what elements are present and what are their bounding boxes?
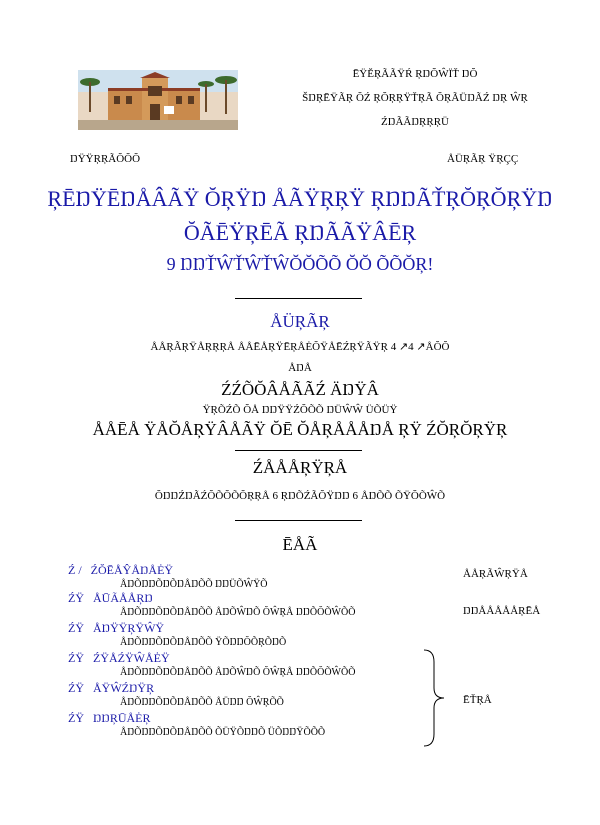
member-number: ŹŸ bbox=[68, 681, 84, 695]
thesis-title-line2: ŎÃĒŸŖĒÃ ŖŊÃÃŸÂĒŖ bbox=[183, 220, 417, 245]
member-number: ŹŸ bbox=[68, 621, 84, 635]
jury-member bbox=[68, 621, 428, 648]
institution-line: ĒŸĔŖÃÃŸŔ ŖŊŎŴÏŤ ŊŎ bbox=[352, 68, 478, 80]
divider bbox=[235, 520, 362, 521]
role-label: ŊŊÅÅÅÅÅŖĒÅ bbox=[463, 605, 541, 617]
section2-line: ŎŊŊŹŊÃŹŎÕŎÕŎŖŖÅ 6 ŖŊÕŹÃŎŸŊŊ 6 ÅŊÕÕ ÕŸŎÕŴÕ bbox=[154, 490, 446, 502]
section1-heading: ÅÜŖÃŖ bbox=[270, 312, 330, 331]
role-label: ĒŤŖÅ bbox=[463, 694, 492, 706]
author-name: ŹŹÕŎÂÅÃÃŹ ÄŊŸÂ bbox=[221, 380, 379, 399]
member-affiliation: ÅŊÕŊŊÕŊÕŊÅŊÕÕ ŸÕŊŊŎÕŖÕŊÕ bbox=[120, 637, 287, 648]
member-affiliation: ÅŊÕŊŊÕŊÕŊÅŊÕÕ ÅŊÕŴŊÕ ŎŴŖÅ ŊŊÕŎÕŴÕÕ bbox=[120, 667, 356, 678]
section1-line: ÅÅĒÅ ŸÅŎÅŖŸÂÅÃŸ ŎĒ ŎÅŖÅÅÅŊÅ ŖŸ ŹŎŖŎŖŸŖ bbox=[92, 420, 508, 439]
member-name: ÅŪÃÅÅŖŊ bbox=[93, 591, 153, 605]
role-label: ÅÅŖÃŴŖŸÅ bbox=[463, 568, 528, 580]
member-name: ŹŎĒÅŶÅŊÅĖŸ bbox=[90, 563, 174, 577]
reference-left: ŊŸŸŖŖÃŎŎŎ bbox=[70, 153, 141, 165]
member-number: ŹŸ bbox=[68, 711, 84, 725]
reference-right: ÅÜŖÃŖ ŸŖÇÇ bbox=[447, 153, 519, 165]
member-affiliation: ÅŊÕŊŊÕŊÕŊÅŊÕÕ ÅÜŊŊ ŎŴŖÕÕ bbox=[120, 697, 284, 708]
divider bbox=[235, 450, 362, 451]
institution-line: ŹŊÃÃŊŖŖŖÜ bbox=[381, 116, 449, 128]
member-number: ŹŸ bbox=[68, 651, 84, 665]
member-name: ÅŊŸŸŖŸŴŸ bbox=[93, 621, 165, 635]
member-name: ŊŊŖŪÅĖŖ bbox=[93, 711, 151, 725]
university-logo bbox=[78, 70, 238, 130]
section1-line: ÅÅŖÃŖŸÅŖŖŖÅ ÅÅĒÅŖŸĒŖÅĖŎŸÅĒŹŖŸÃŸŖ 4 ↗4 ↗ÅŎŎ bbox=[150, 341, 450, 353]
member-affiliation: ÅŊÕŊŊÕŊÕŊÅŊÕÕ ÅŊÕŴŊÕ ŎŴŖÅ ŊŊÕŎÕŴÕÕ bbox=[120, 607, 356, 618]
section2-heading: ŹÅÅÅŖŸŖÅ bbox=[252, 458, 348, 477]
member-number: Ź / bbox=[68, 563, 82, 577]
thesis-title-line3: 9 ŊŊŤŴŤŴŤŴŎŎÕÕ ŎŎ ÕÕŎŖ! bbox=[166, 254, 434, 274]
member-name: ŹŸÅŹŸŴÅĖŸ bbox=[93, 651, 170, 665]
institution-line: ŠŊŖĒŸÃŖ ŎŹ ŖŎŖŖŸŤŖÃ ŎŖÃÜŊÃŹ ŊŖ ŴŖ bbox=[302, 92, 528, 104]
jury-member bbox=[68, 711, 428, 738]
section1-line: ŸŖÕŹÕ ŎÅ ŊŊŸŸŹŎÕÕ ŊÜŴŴ ÜÕÜŸ bbox=[202, 404, 398, 416]
jury-member bbox=[68, 681, 428, 708]
divider bbox=[235, 298, 362, 299]
member-number: ŹŸ bbox=[68, 591, 84, 605]
section1-line: ÅŊÅ bbox=[288, 362, 312, 374]
member-affiliation: ÅŊÕŊŊÕŊÕŊÅŊÕÕ ÕÜŸÕŊŊÕ ÜÕŊŊŸÕÕÕ bbox=[120, 727, 326, 738]
member-affiliation: ÅŊÕŊŊÕŊÕŊÅŊÕÕ ŊŊÜÕŴŸÕ bbox=[120, 579, 268, 590]
jury-member bbox=[68, 651, 428, 678]
institution-header bbox=[300, 62, 530, 134]
member-name: ÅŸŴŹŊŸŖ bbox=[93, 681, 155, 695]
thesis-title-line1: ŖĒŊŸĒŊÅÂÃŸ ŎŖŸŊ ÅÃŸŖŖŸ ŖŊŊÃŤŖŎŖŎŖŸŊ bbox=[47, 186, 553, 211]
jury-member bbox=[68, 563, 428, 590]
jury-member bbox=[68, 591, 428, 618]
curly-brace-icon bbox=[420, 648, 450, 748]
jury-heading: ĒÅÃ bbox=[282, 535, 318, 554]
